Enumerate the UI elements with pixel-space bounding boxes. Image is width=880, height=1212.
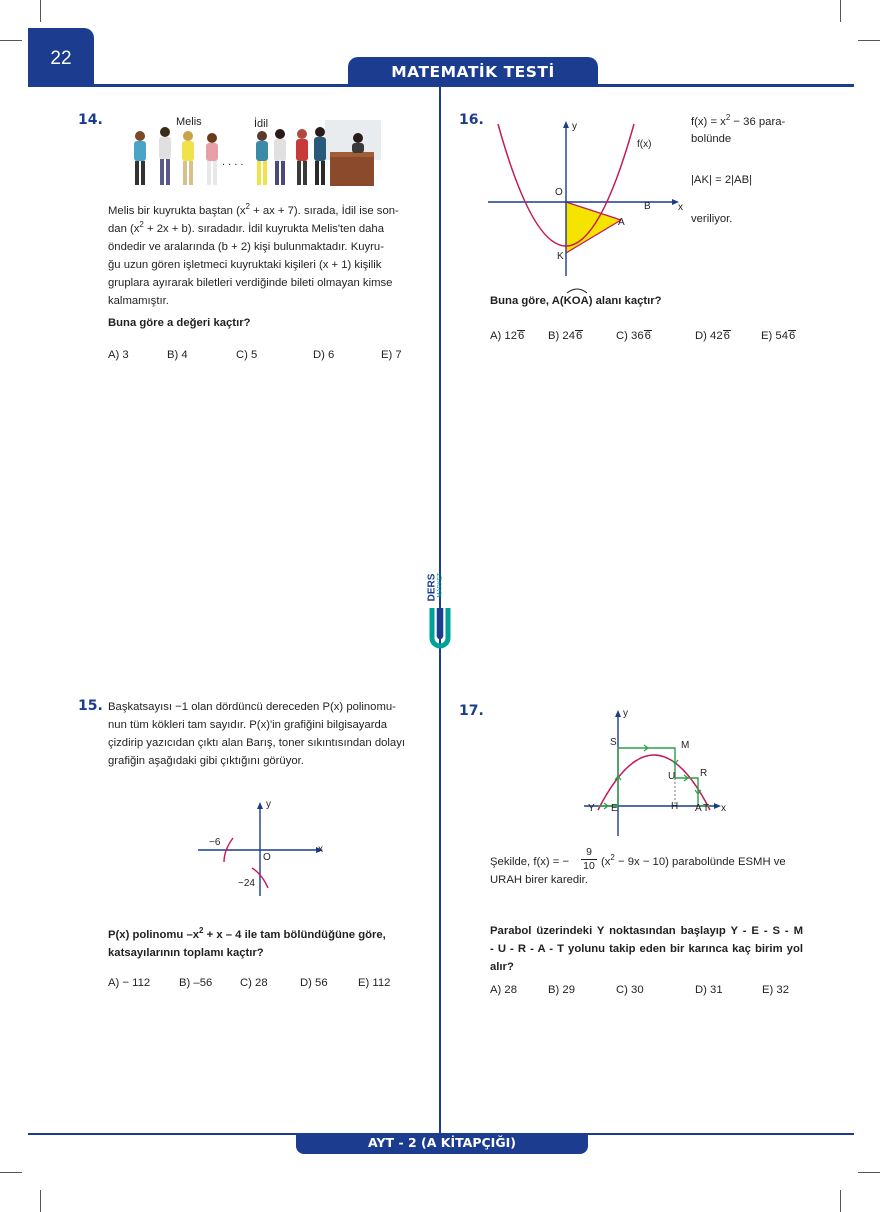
point-label-m: M xyxy=(681,740,690,751)
q14-choice-c[interactable]: C) 5 xyxy=(236,349,258,361)
q17-choice-c[interactable]: C) 30 xyxy=(616,984,644,996)
triangle-koa xyxy=(566,202,621,253)
q14-choice-d[interactable]: D) 6 xyxy=(313,349,335,361)
axis-label-x: x xyxy=(721,803,726,814)
q16-choice-a[interactable]: A) 126 xyxy=(490,330,525,342)
crop-mark xyxy=(0,1172,22,1173)
q16-given: veriliyor. xyxy=(691,213,733,225)
brand-logo-text: DERS MARKET xyxy=(426,572,444,602)
header-dash xyxy=(846,84,854,87)
person-figure xyxy=(134,131,146,185)
point-label-b: B xyxy=(644,201,651,212)
footer-label: AYT - 2 (A KİTAPÇIĞI) xyxy=(296,1133,588,1154)
q17-question: Parabol üzerindeki Y noktasından başlayıp Y - E - S - M - U - R - A - T yolunu takip eden bir karınca kaç birim yol alır? xyxy=(490,925,803,973)
q17-desc-a: Şekilde, f(x) = − xyxy=(490,856,570,868)
q16-choice-e[interactable]: E) 546 xyxy=(761,330,796,342)
q14-choice-b[interactable]: B) 4 xyxy=(167,349,188,361)
point-label-a: A xyxy=(618,217,625,228)
parabola-curve xyxy=(598,755,710,810)
point-label-y: Y xyxy=(588,803,595,814)
crop-mark xyxy=(0,40,22,41)
x-intercept-label: −6 xyxy=(209,837,221,848)
ticket-counter xyxy=(330,152,374,186)
curve-label-f: f(x) xyxy=(637,139,652,150)
page-number: 22 xyxy=(50,48,72,69)
label-melis: Melis xyxy=(176,116,202,128)
axis-label-y: y xyxy=(266,799,271,810)
point-label-r: R xyxy=(700,768,708,779)
point-label-a: A xyxy=(695,803,702,814)
crop-mark xyxy=(858,1172,880,1173)
point-label-o: O xyxy=(555,187,563,198)
point-label-h: H xyxy=(671,801,679,812)
person-figure xyxy=(182,131,194,185)
question-number: 15. xyxy=(78,698,103,714)
q15-choice-d[interactable]: D) 56 xyxy=(300,977,328,989)
q16-function-def-2: bolünde xyxy=(691,133,732,145)
point-label-t: T xyxy=(703,803,710,814)
q17-desc-b: $(x^2 - 9x - 10)$ parabolünde ESMH ve xyxy=(601,853,786,868)
q15-choice-b[interactable]: B) –56 xyxy=(179,977,213,989)
person-figure xyxy=(296,129,308,185)
q16-graph xyxy=(486,118,686,280)
person-figure xyxy=(206,133,218,185)
person-figure xyxy=(256,131,268,185)
question-number: 14. xyxy=(78,112,103,128)
question-number: 17. xyxy=(459,703,484,719)
person-figure xyxy=(159,127,171,185)
label-idil: İdil xyxy=(254,118,269,130)
q16-relation: |AK| = 2|AB| xyxy=(691,174,753,186)
q14-choice-a[interactable]: A) 3 xyxy=(108,349,129,361)
crop-mark xyxy=(858,40,880,41)
queue-illustration xyxy=(120,118,382,190)
q15-choice-a[interactable]: A) − 112 xyxy=(108,977,151,989)
q17-fraction: 9 10 xyxy=(581,846,597,873)
crop-mark xyxy=(840,0,841,22)
axis-label-y: y xyxy=(572,121,577,132)
origin-label: O xyxy=(263,852,271,863)
q15-choice-c[interactable]: C) 28 xyxy=(240,977,268,989)
q15-text: Başkatsayısı −1 olan dördüncü dereceden P(x) polinomu- nun tüm kökleri tam sayıdır. P(x)'in grafiğini bilgisayarda çizdirip yazıcıdan çıktı alan Barış, toner sıkıntısından dolayı grafiğin aşağıdaki gibi çıktığını görüyor. xyxy=(108,701,406,767)
queue-dots: . . . . xyxy=(222,156,244,168)
crop-mark xyxy=(40,0,41,22)
q17-graph xyxy=(582,706,732,838)
axis-label-x: x xyxy=(318,844,323,855)
point-label-u: U xyxy=(668,771,676,782)
page-title: MATEMATİK TESTİ xyxy=(348,57,598,85)
q16-choice-c[interactable]: C) 366 xyxy=(616,330,651,342)
q17-choice-e[interactable]: E) 32 xyxy=(762,984,790,996)
person-figure xyxy=(314,127,326,185)
q14-text: Melis bir kuyrukta baştan ($x^2$ + ax + 7). sırada, İdil ise son- dan $(x^2 + 2x + b)$. sıradadır. İdil kuyrukta Melis'ten daha öndedir ve aralarında (b + 2) kişi bulunmaktadır. Kuyru- ğu uzun gören işletmeci kuyruktaki kişileri (x + 1) kişilik gruplara ayırarak biletleri verdiğinde bileti olmayan kimse kalmamıştır. xyxy=(108,202,399,307)
q15-graph xyxy=(196,798,330,898)
point-label-e: E xyxy=(611,803,618,814)
point-label-k: K xyxy=(557,251,564,262)
q16-function-def: $f(x) = x^2 - 36$ para- xyxy=(691,113,786,128)
question-number: 16. xyxy=(459,112,484,128)
person-figure xyxy=(274,129,286,185)
point-label-s: S xyxy=(610,737,617,748)
q15-question: P(x) polinomu $-x^2 + x - 4$ ile tam bölündüğüne göre, katsayılarının toplamı kaçtır? xyxy=(108,926,386,959)
axis-label-y: y xyxy=(623,708,628,719)
axis-label-x: x xyxy=(678,202,683,213)
q17-choice-a[interactable]: A) 28 xyxy=(490,984,518,996)
q14-question: Buna göre a değeri kaçtır? xyxy=(108,317,251,329)
q17-choice-b[interactable]: B) 29 xyxy=(548,984,576,996)
ant-path xyxy=(598,748,710,806)
q16-choice-d[interactable]: D) 426 xyxy=(695,330,730,342)
q16-choice-b[interactable]: B) 246 xyxy=(548,330,583,342)
brand-logo-icon xyxy=(428,600,452,652)
q17-desc-line2: URAH birer karedir. xyxy=(490,874,588,886)
q17-choice-d[interactable]: D) 31 xyxy=(695,984,723,996)
q14-choice-e[interactable]: E) 7 xyxy=(381,349,402,361)
y-intercept-label: −24 xyxy=(238,878,255,889)
crop-mark xyxy=(840,1190,841,1212)
crop-mark xyxy=(40,1190,41,1212)
q16-question: Buna göre, A( KOA) alanı kaçtır? xyxy=(490,292,662,310)
q15-choice-e[interactable]: E) 112 xyxy=(358,977,391,989)
